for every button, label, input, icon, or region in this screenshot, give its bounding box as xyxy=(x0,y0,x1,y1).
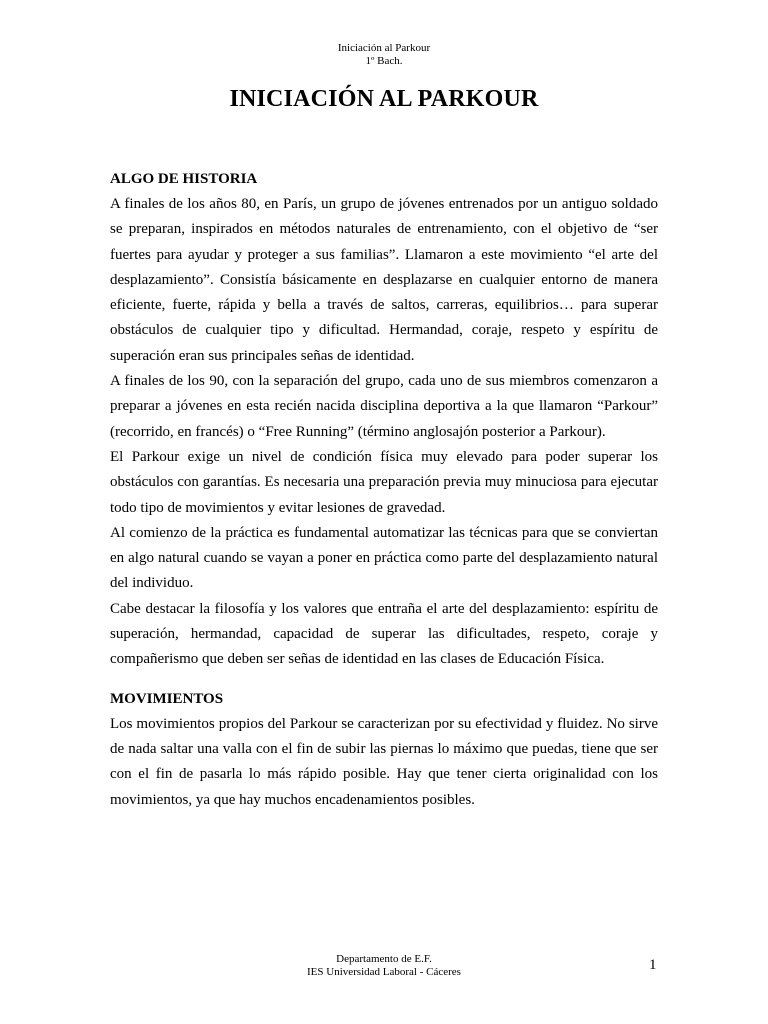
paragraph: El Parkour exige un nivel de condición física muy elevado para poder superar los obstáculos con garantías. Es necesaria una preparación previa muy minuciosa para ejecutar todo tipo de movimientos y evitar lesiones de gravedad. xyxy=(110,448,658,516)
section-heading: MOVIMIENTOS xyxy=(110,690,224,707)
section-movements xyxy=(110,687,658,813)
footer-department: Departamento de E.F. xyxy=(336,953,432,965)
paragraph: A finales de los 90, con la separación del grupo, cada uno de sus miembros comenzaron a preparar a jóvenes en esta recién nacida disciplina deportiva a la que llamaron “Parkour” (recorrido, en francés) o “Free Running” (término anglosajón posterior a Parkour). xyxy=(110,373,658,440)
section-spacer xyxy=(110,673,658,687)
page-number: 1 xyxy=(649,957,657,973)
document-title: INICIACIÓN AL PARKOUR xyxy=(229,86,539,112)
document-body xyxy=(110,167,658,813)
paragraph: A finales de los años 80, en París, un grupo de jóvenes entrenados por un antiguo soldado se preparan, inspirados en métodos naturales de entrenamiento, con el objetivo de “ser fuertes para ayudar y proteger a sus familias”. Llamaron a este movimiento “el arte del desplazamiento”. Consistía básicamente en desplazarse en cualquier entorno de manera eficiente, fuerte, rápida y bella a través de saltos, carreras, equilibrios… para superar obstáculos de cualquier tipo y dificultad. Hermandad, coraje, respeto y espíritu de superación eran sus principales señas de identidad. xyxy=(110,196,658,364)
paragraph: Al comienzo de la práctica es fundamental automatizar las técnicas para que se conviertan en algo natural cuando se vayan a poner en práctica como parte del desplazamiento natural del individuo. xyxy=(110,524,658,592)
page-header xyxy=(0,42,768,68)
section-history xyxy=(110,167,658,673)
header-course-level: 1º Bach. xyxy=(365,55,403,67)
paragraph: Los movimientos propios del Parkour se caracterizan por su efectividad y fluidez. No sirve de nada saltar una valla con el fin de subir las piernas lo máximo que puedas, tiene que ser con el fin de pasarla lo más rápido posible. Hay que tener cierta originalidad con los movimientos, ya que hay muchos encadenamientos posibles. xyxy=(110,715,658,808)
paragraph: Cabe destacar la filosofía y los valores que entraña el arte del desplazamiento: espíritu de superación, hermandad, capacidad de superar las dificultades, respeto, coraje y compañerismo que deben ser señas de identidad en las clases de Educación Física. xyxy=(110,600,658,668)
footer-school: IES Universidad Laboral - Cáceres xyxy=(307,966,461,978)
section-heading: ALGO DE HISTORIA xyxy=(110,171,258,187)
header-course-name: Iniciación al Parkour xyxy=(337,42,431,54)
